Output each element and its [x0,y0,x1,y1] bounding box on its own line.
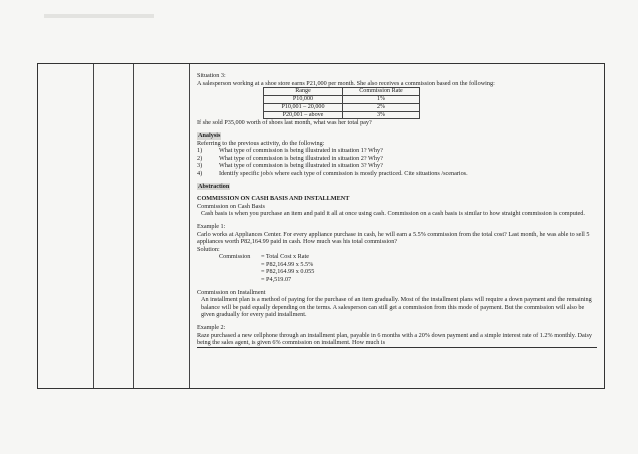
lesson-content [197,72,597,348]
list-item: 2) What type of commission is being illustrated in situation 2? Why? [197,154,383,162]
cash-basis-title: Commission on Cash Basis [197,202,265,210]
solution-step: = P82,164.99 x 5.5% [261,260,314,268]
table-cell: P10,000 [264,95,343,103]
analysis-intro: Referring to the previous activity, do the following: [197,139,325,147]
table-cell: 2% [343,103,420,111]
situation3-title: Situation 3: [197,72,226,79]
solution-steps [197,253,597,283]
example2-text: Raze purchased a new cellphone through an installment plan, payable in 6 months with a 20% down payment and a simple interest rate of 1.2% monthly. Daisy being the sales agent, is given 6% commission on installment. How much is [197,332,597,348]
cash-basis-text: Cash basis is when you purchase an item and paid it all at once using cash. Commission on a cash basis is similar to how straight commission is computed. [201,210,585,218]
table-header: Range [264,88,343,96]
installment-text: An installment plan is a method of paying for the purchase of an item gradually. Most of the installment plans will require a down payment and the remaining balance will be paid equally depending on the terms. A salesperson can still get a commission from this mode of payment. But the commission will also be given gradually for every paid installment. [201,296,592,319]
example1-text: Carlo works at Appliances Center. For every appliance purchase in cash, he will earn a 5.5% commission from the total cost? Last month, he was able to sell 5 appliances worth P82,164.99 paid in cash. How much was his total commission? [197,230,590,246]
list-item: 3) What type of commission is being illustrated in situation 3? Why? [197,162,383,170]
solution-step: = Total Cost x Rate [261,253,309,261]
section-title: COMMISSION ON CASH BASIS AND INSTALLMENT [197,195,350,203]
solution-step: = P4,519.07 [261,276,292,284]
table-cell: P20,001 – above [264,111,343,119]
example1-title: Example 1: [197,222,226,230]
situation3-text: A salesperson working at a shoe store earns P21,000 per month. She also receives a commission based on the following: [197,79,495,87]
situation3-question: If she sold P35,000 worth of shoes last month, what was her total pay? [197,119,372,127]
installment-title: Commission on Installment [197,288,266,296]
solution-label: Solution: [197,245,220,253]
table-row [264,95,420,103]
abstraction-heading: Abstraction [198,182,230,190]
table-row [264,103,420,111]
example2-title: Example 2: [197,324,226,332]
column-divider-3 [189,64,190,388]
table-cell: 1% [343,95,420,103]
table-cell: 3% [343,111,420,119]
table-row [264,111,420,119]
column-divider-1 [93,64,94,388]
table-header-row [264,88,420,96]
header-smudge [44,14,154,18]
table-header: Commission Rate [343,88,420,96]
table-cell: P10,001 – 20,000 [264,103,343,111]
commission-label: Commission [219,253,251,261]
list-item: 1) What type of commission is being illustrated in situation 1? Why? [197,147,383,155]
column-divider-2 [133,64,134,388]
analysis-heading: Analysis [198,131,221,139]
list-item: 4) Identify specific job/s where each type of commission is mostly practiced. Cite situations /scenarios. [197,169,468,177]
commission-rate-table [263,87,420,119]
solution-step: = P82,164.99 x 0.055 [261,268,315,276]
